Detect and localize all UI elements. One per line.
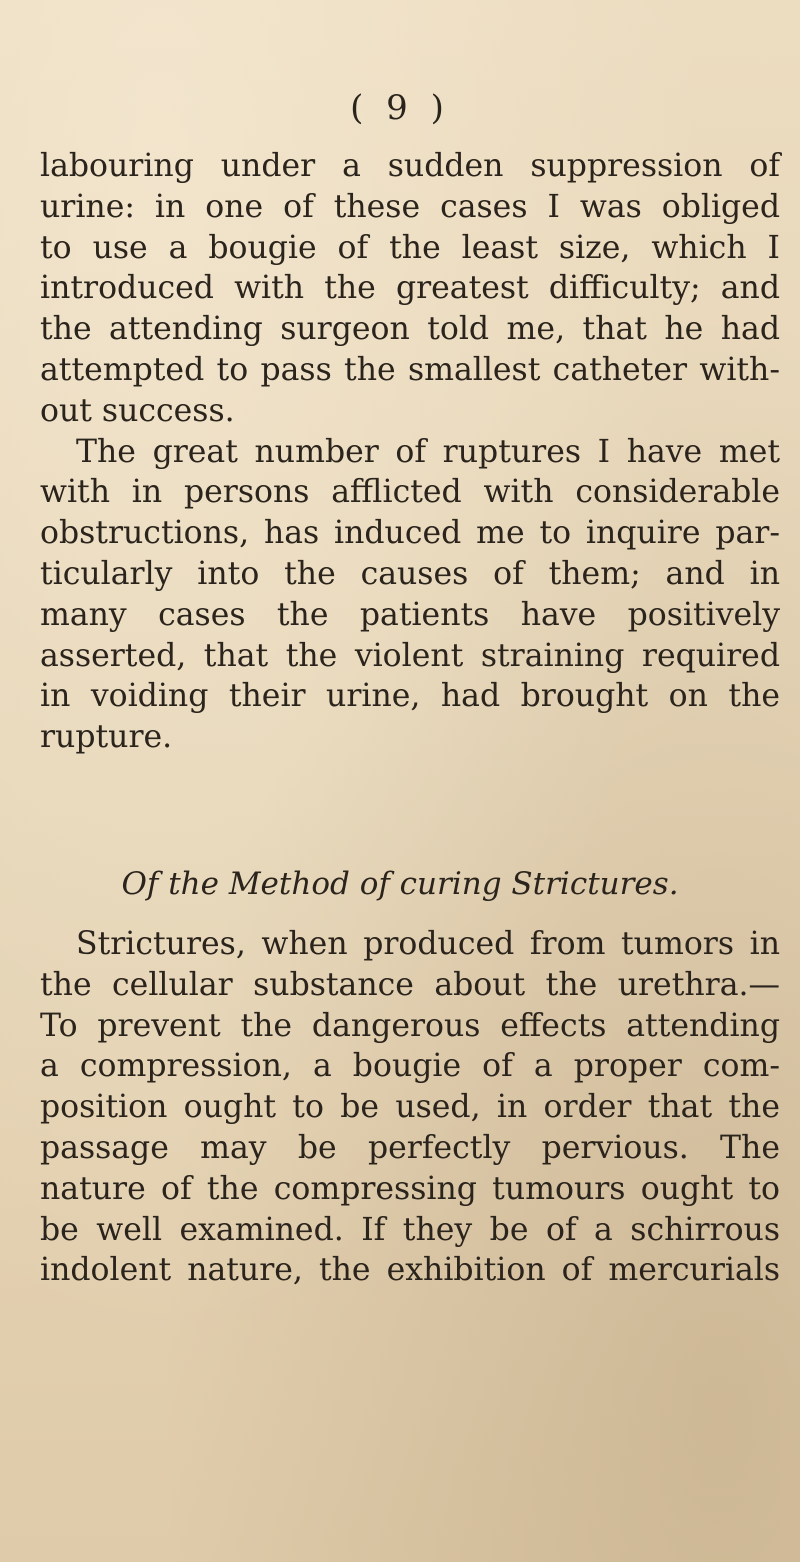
text-line: The great number of ruptures I have met <box>76 433 780 470</box>
text-line: a compression, a bougie of a proper com- <box>40 1048 780 1085</box>
text-line: be well examined. If they be of a schirrous <box>40 1211 780 1248</box>
text-line: attempted to pass the smallest catheter with- <box>40 351 780 388</box>
text-line: ticularly into the causes of them; and in <box>40 555 780 592</box>
text-line: urine: in one of these cases I was obliged <box>40 188 780 225</box>
body-text-upper <box>40 146 780 758</box>
text-line: with in persons afflicted with considerable <box>40 474 780 511</box>
text-line: obstructions, has induced me to inquire par- <box>40 515 780 552</box>
text-line: nature of the compressing tumours ought to <box>40 1170 780 1207</box>
text-line: labouring under a sudden suppression of <box>40 148 780 184</box>
text-line: the attending surgeon told me, that he had <box>40 311 780 348</box>
text-line: many cases the patients have positively <box>40 596 780 633</box>
text-line: indolent nature, the exhibition of mercurials <box>40 1252 780 1289</box>
page-number: ( 9 ) <box>350 88 450 128</box>
text-line: out success. <box>40 392 235 429</box>
text-line: To prevent the dangerous effects attending <box>40 1007 780 1044</box>
text-line: to use a bougie of the least size, which I <box>40 229 780 266</box>
text-line: passage may be perfectly pervious. The <box>40 1129 780 1166</box>
text-line: introduced with the greatest difficulty; and <box>40 270 780 307</box>
text-line: rupture. <box>40 719 173 756</box>
text-line: position ought to be used, in order that the <box>40 1089 780 1126</box>
text-line: asserted, that the violent straining required <box>40 637 780 674</box>
text-line: the cellular substance about the urethra.— <box>40 966 780 1003</box>
section-heading: Of the Method of curing Strictures. <box>121 866 679 902</box>
text-line: Strictures, when produced from tumors in <box>76 926 780 962</box>
body-text-lower <box>40 924 780 1291</box>
text-line: in voiding their urine, had brought on the <box>40 678 780 715</box>
